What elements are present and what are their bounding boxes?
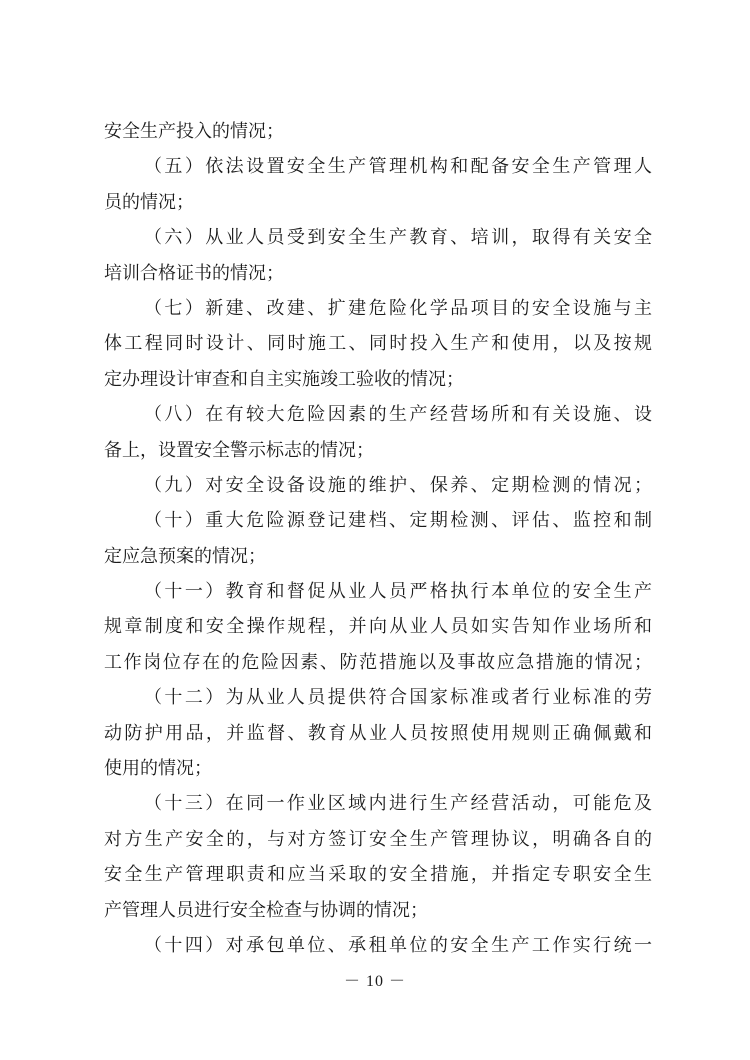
text-line: （十四）对承包单位、承租单位的安全生产工作实行统一 (144, 934, 652, 956)
text-line: 规章制度和安全操作规程，并向从业人员如实告知作业场所和 (104, 616, 652, 638)
text-line: 安全生产管理职责和应当采取的安全措施，并指定专职安全生 (104, 864, 652, 886)
page-number: － 10 － (343, 973, 406, 990)
text-line: 产管理人员进行安全检查与协调的情况； (104, 899, 428, 921)
text-line: 体工程同时设计、同时施工、同时投入生产和使用，以及按规 (104, 333, 652, 355)
text-line: （七）新建、改建、扩建危险化学品项目的安全设施与主 (144, 297, 652, 319)
text-line: （十二）为从业人员提供符合国家标准或者行业标准的劳 (144, 687, 652, 709)
document-body (104, 114, 652, 963)
text-line: （六）从业人员受到安全生产教育、培训，取得有关安全 (144, 227, 652, 249)
text-line: 员的情况； (104, 191, 194, 213)
text-line: 定应急预案的情况； (104, 545, 266, 567)
text-line: 使用的情况； (104, 758, 212, 780)
text-line: 备上，设置安全警示标志的情况； (104, 439, 374, 461)
text-line: （八）在有较大危险因素的生产经营场所和有关设施、设 (144, 404, 652, 426)
text-line: （十）重大危险源登记建档、定期检测、评估、监控和制 (144, 510, 652, 532)
text-line: 定办理设计审查和自主实施竣工验收的情况； (104, 368, 464, 390)
text-line: （十三）在同一作业区域内进行生产经营活动，可能危及 (144, 793, 652, 815)
text-line: （十一）教育和督促从业人员严格执行本单位的安全生产 (144, 581, 652, 603)
text-line: （五）依法设置安全生产管理机构和配备安全生产管理人 (144, 156, 652, 178)
text-line: 对方生产安全的，与对方签订安全生产管理协议，明确各自的 (104, 828, 652, 850)
text-line: 安全生产投入的情况； (104, 121, 284, 142)
text-line: 培训合格证书的情况； (104, 262, 284, 284)
text-line: （九）对安全设备设施的维护、保养、定期检测的情况； (144, 474, 652, 496)
text-line: 动防护用品，并监督、教育从业人员按照使用规则正确佩戴和 (104, 722, 652, 744)
text-line: 工作岗位存在的危险因素、防范措施以及事故应急措施的情况； (104, 651, 652, 673)
